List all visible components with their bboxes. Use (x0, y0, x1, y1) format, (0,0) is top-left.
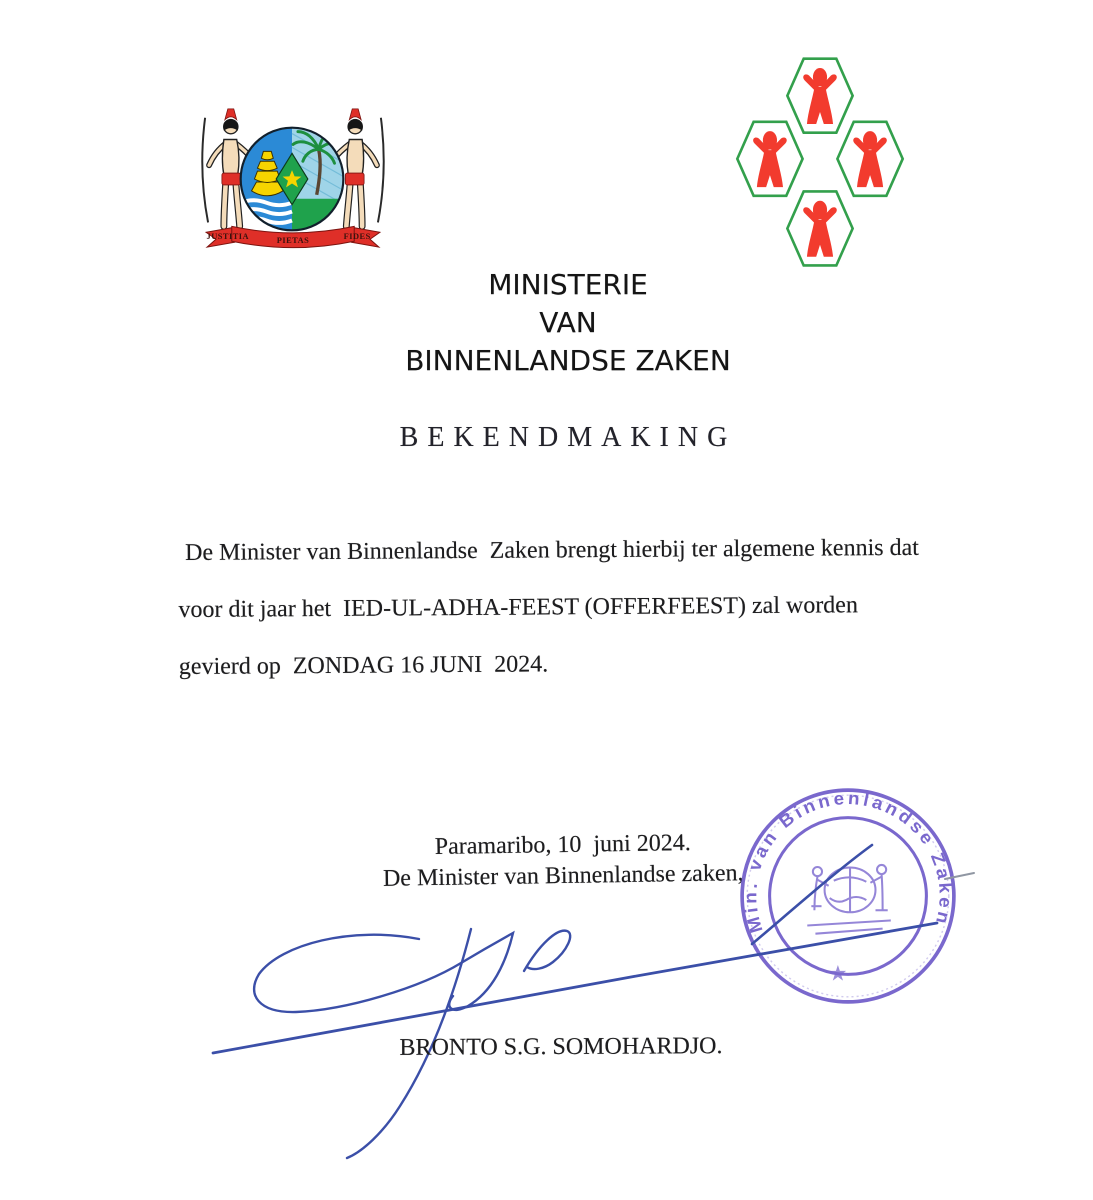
signature-strokes (213, 845, 937, 1158)
stray-pen-mark (945, 873, 974, 879)
signer-name: BRONTO S.G. SOMOHARDJO. (399, 1033, 723, 1061)
shield (241, 128, 345, 231)
minister-ink-signature (180, 820, 1000, 1170)
document-title: BEKENDMAKING (399, 422, 737, 453)
place-date-line: Paramaribo, 10 juni 2024. (434, 829, 691, 861)
body-line: De Minister van Binnenlandse Zaken brengt hierbij ter algemene kennis dat (184, 534, 919, 566)
body-line: gevierd op ZONDAG 16 JUNI 2024. (178, 651, 549, 680)
ministry-heading (368, 266, 768, 380)
logo-people-figures (753, 68, 887, 257)
ministry-heading-line: MINISTERIE (488, 268, 648, 301)
announcement-paragraph (178, 535, 920, 711)
stamp-star: ★ (828, 961, 848, 986)
motto-word-fides: FIDES (343, 232, 371, 242)
signoff-line: De Minister van Binnenlandse zaken, (382, 860, 744, 892)
ministry-hexagon-people-logo (722, 50, 918, 272)
suriname-coat-of-arms (194, 100, 392, 258)
body-line: voor dit jaar het IED-UL-ADHA-FEEST (OFFERFEEST) zal worden (178, 592, 859, 623)
ministry-heading-line: VAN (539, 306, 597, 339)
motto-word-pietas: PIETAS (276, 236, 310, 246)
motto-word-justitia: JUSTITIA (206, 232, 250, 242)
stamp-ring-text: Min. van Binnenlandse Zaken (740, 787, 956, 936)
ministry-heading-line: BINNENLANDSE ZAKEN (405, 344, 731, 377)
